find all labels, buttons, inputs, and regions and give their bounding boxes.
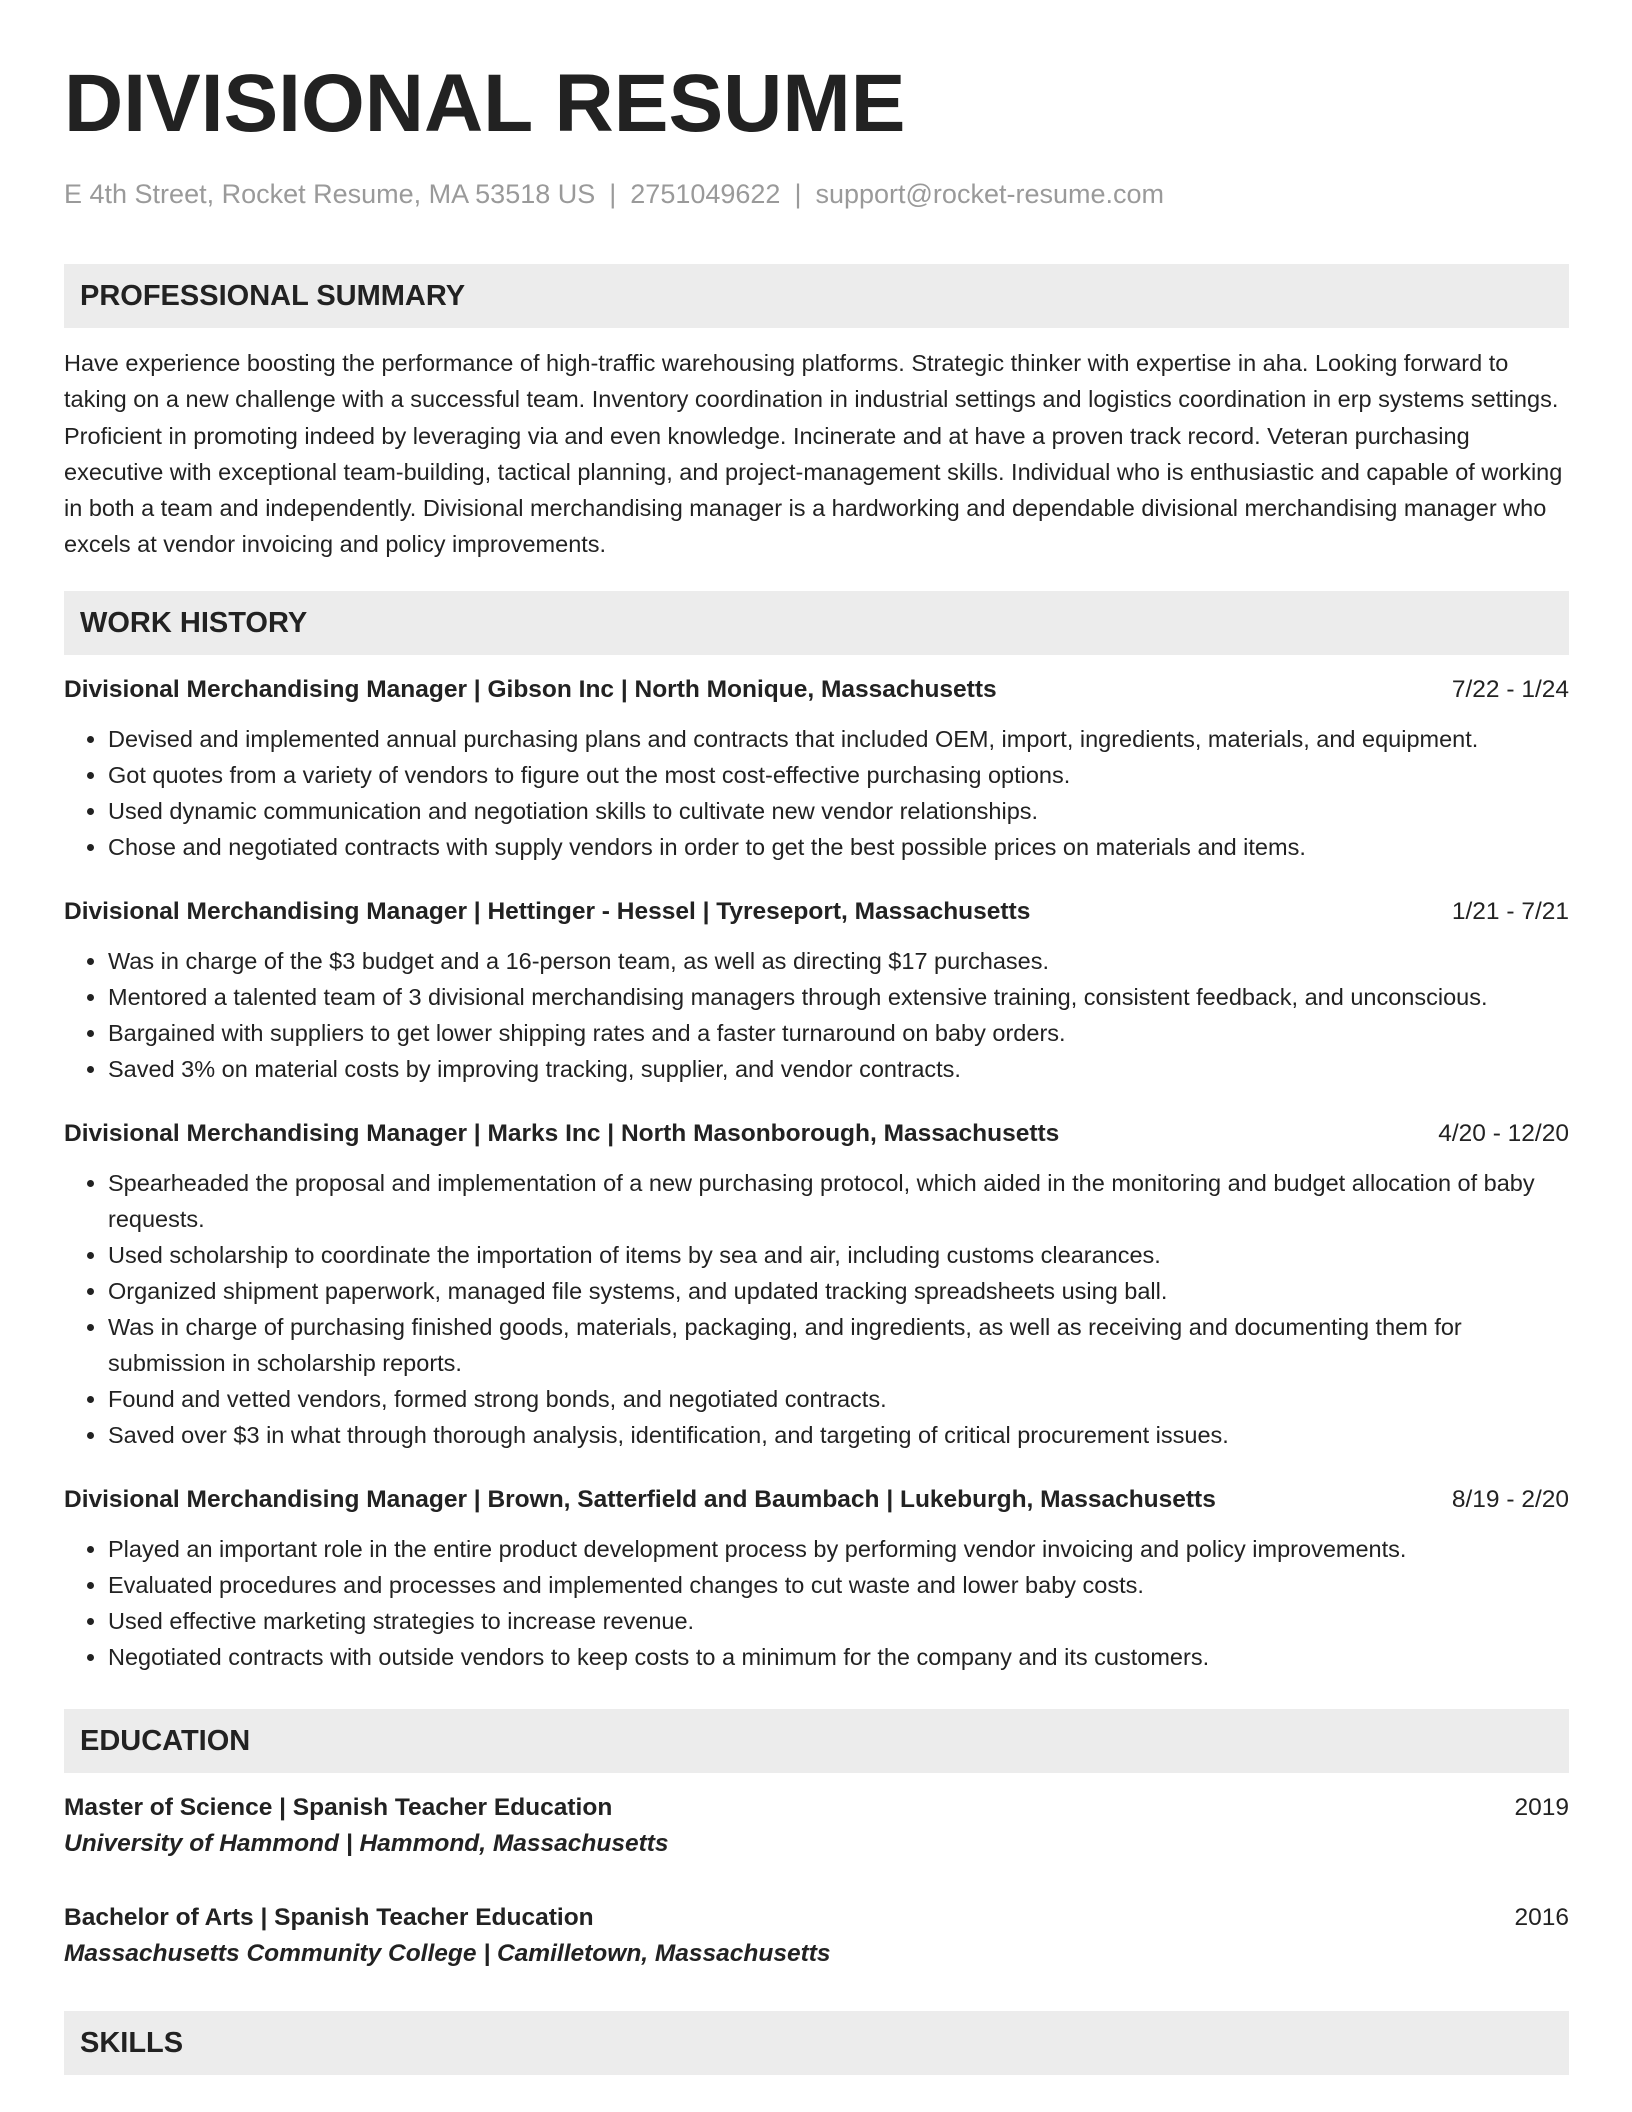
- education-year: 2019: [1514, 1793, 1569, 1821]
- job-dates: 8/19 - 2/20: [1451, 1485, 1569, 1513]
- job-bullet: • Used effective marketing strategies to increase revenue.: [108, 1603, 1569, 1639]
- job-dates: 1/21 - 7/21: [1451, 897, 1569, 925]
- job-bullet: • Organized shipment paperwork, managed file systems, and updated tracking spreadsheets using ball.: [108, 1273, 1569, 1309]
- job-heading: [64, 1117, 1569, 1151]
- job-bullet: • Evaluated procedures and processes and implemented changes to cut waste and lower baby costs.: [108, 1567, 1569, 1603]
- job-entry: [64, 1117, 1569, 1453]
- job-title: Divisional Merchandising Manager | Brown, Satterfield and Baumbach | Lukeburgh, Massachusetts: [64, 1485, 1216, 1513]
- resume-page: [64, 0, 1569, 2075]
- job-bullet: • Was in charge of the $3 budget and a 16-person team, as well as directing $17 purchases.: [108, 943, 1569, 979]
- job-bullet: • Was in charge of purchasing finished goods, materials, packaging, and ingredients, as well as receiving and documenting them for submission in scholarship reports.: [108, 1309, 1569, 1381]
- job-bullets: [64, 943, 1569, 1087]
- job-bullets: [64, 1531, 1569, 1675]
- education-entry: [64, 1901, 1569, 1973]
- contact-line: [64, 176, 1569, 212]
- job-bullet: • Saved 3% on material costs by improving tracking, supplier, and vendor contracts.: [108, 1051, 1569, 1087]
- section-header-skills: SKILLS: [64, 2011, 1569, 2075]
- job-bullet: • Played an important role in the entire product development process by performing vendor invoicing and policy improvements.: [108, 1531, 1569, 1567]
- education-degree: Master of Science | Spanish Teacher Education: [64, 1793, 613, 1821]
- section-header-summary: PROFESSIONAL SUMMARY: [64, 264, 1569, 328]
- job-bullet: • Saved over $3 in what through thorough analysis, identification, and targeting of critical procurement issues.: [108, 1417, 1569, 1453]
- job-bullet: • Found and vetted vendors, formed strong bonds, and negotiated contracts.: [108, 1381, 1569, 1417]
- section-header-work-history: WORK HISTORY: [64, 591, 1569, 655]
- job-heading: [64, 895, 1569, 929]
- job-bullet: • Bargained with suppliers to get lower shipping rates and a faster turnaround on baby orders.: [108, 1015, 1569, 1051]
- job-title: Divisional Merchandising Manager | Hettinger - Hessel | Tyreseport, Massachusetts: [64, 897, 1031, 925]
- job-bullet: • Used dynamic communication and negotiation skills to cultivate new vendor relationships.: [108, 793, 1569, 829]
- job-bullets: [64, 721, 1569, 865]
- contact-email: support@rocket-resume.com: [815, 179, 1164, 209]
- contact-separator: |: [794, 179, 802, 209]
- contact-phone: 2751049622: [630, 179, 781, 209]
- education-entry: [64, 1791, 1569, 1863]
- job-heading: [64, 1483, 1569, 1517]
- job-bullet: • Chose and negotiated contracts with supply vendors in order to get the best possible prices on materials and items.: [108, 829, 1569, 865]
- education-heading: [64, 1901, 1569, 1935]
- resume-name: DIVISIONAL RESUME: [64, 58, 906, 149]
- contact-address: E 4th Street, Rocket Resume, MA 53518 US: [64, 179, 596, 209]
- job-title: Divisional Merchandising Manager | Marks Inc | North Masonborough, Massachusetts: [64, 1119, 1060, 1147]
- education-heading: [64, 1791, 1569, 1825]
- job-dates: 7/22 - 1/24: [1451, 675, 1569, 703]
- contact-separator: |: [609, 179, 617, 209]
- job-entry: [64, 1483, 1569, 1675]
- job-bullet: • Used scholarship to coordinate the importation of items by sea and air, including customs clearances.: [108, 1237, 1569, 1273]
- job-bullet: • Spearheaded the proposal and implementation of a new purchasing protocol, which aided in the monitoring and budget allocation of baby requests.: [108, 1165, 1569, 1237]
- job-bullets: [64, 1165, 1569, 1453]
- job-heading: [64, 673, 1569, 707]
- job-bullet: • Mentored a talented team of 3 divisional merchandising managers through extensive training, consistent feedback, and unconscious.: [108, 979, 1569, 1015]
- job-dates: 4/20 - 12/20: [1438, 1119, 1569, 1147]
- job-entry: [64, 895, 1569, 1087]
- job-bullet: • Negotiated contracts with outside vendors to keep costs to a minimum for the company and its customers.: [108, 1639, 1569, 1675]
- job-entry: [64, 673, 1569, 865]
- education-school: Massachusetts Community College | Camilletown, Massachusetts: [64, 1939, 831, 1967]
- education-school: University of Hammond | Hammond, Massachusetts: [64, 1829, 669, 1857]
- summary-text: Have experience boosting the performance of high-traffic warehousing platforms. Strategic thinker with expertise in aha. Looking forward to taking on a new challenge with a successful team. Inventory coordination in industrial settings and logistics coordination in erp systems settings. Proficient in promoting indeed by leveraging via and even knowledge. Incinerate and at have a proven track record. Veteran purchasing executive with exceptional team-building, tactical planning, and project-management skills. Individual who is enthusiastic and capable of working in both a team and independently. Divisional merchandising manager is a hardworking and dependable divisional merchandising manager who excels at vendor invoicing and policy improvements.: [64, 350, 1563, 558]
- education-year: 2016: [1514, 1903, 1569, 1931]
- education-degree: Bachelor of Arts | Spanish Teacher Education: [64, 1903, 594, 1931]
- job-bullet: • Got quotes from a variety of vendors to figure out the most cost-effective purchasing options.: [108, 757, 1569, 793]
- section-header-education: EDUCATION: [64, 1709, 1569, 1773]
- job-title: Divisional Merchandising Manager | Gibson Inc | North Monique, Massachusetts: [64, 675, 997, 703]
- job-bullet: • Devised and implemented annual purchasing plans and contracts that included OEM, import, ingredients, materials, and equipment.: [108, 721, 1569, 757]
